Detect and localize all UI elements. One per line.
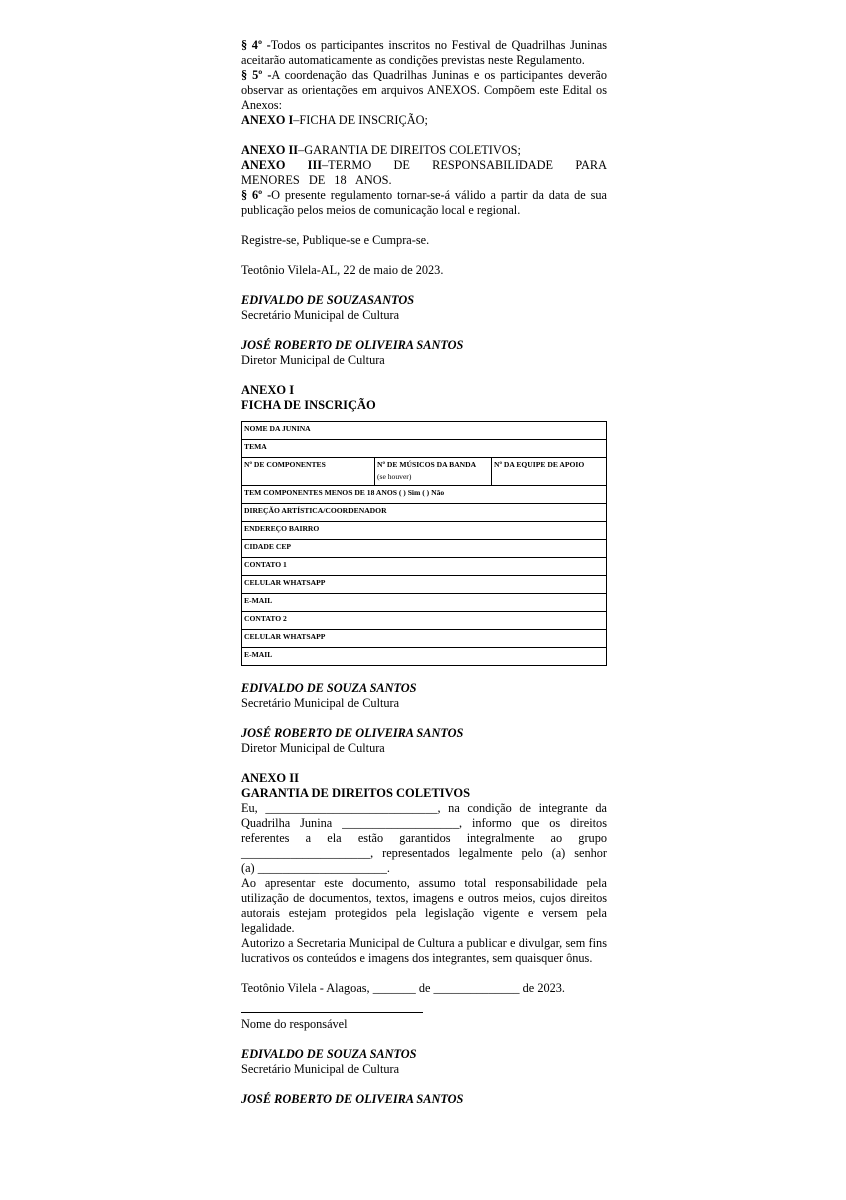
form-cell-equipe: Nº DA EQUIPE DE APOIO [492, 458, 607, 486]
annex2-paragraph: Autorizo a Secretaria Municipal de Cultura a publicar e divulgar, sem fins lucrativos os conteúdos e imagens dos integrantes, sem quaisquer ônus. [241, 936, 607, 965]
declaration-line: (a) _____________________. [241, 861, 390, 875]
form-cell-contato2: CONTATO 2 [242, 612, 607, 630]
form-cell-celular1: CELULAR WHATSAPP [242, 576, 607, 594]
signature-role: Diretor Municipal de Cultura [241, 741, 385, 755]
paragraph-sec4 [241, 38, 607, 68]
annex-code: ANEXO III [241, 158, 323, 172]
annex-desc: –GARANTIA DE DIREITOS COLETIVOS; [298, 143, 521, 157]
paragraph-sec6 [241, 188, 607, 218]
annex-list-item-2 [241, 143, 607, 158]
musicos-label: Nº DE MÚSICOS DA BANDA [377, 460, 477, 469]
annex1-title: ANEXO I [241, 383, 295, 397]
signature-role: Secretário Municipal de Cultura [241, 308, 400, 322]
annex-list-item-3 [241, 158, 607, 188]
annex1-subtitle: FICHA DE INSCRIÇÃO [241, 398, 376, 412]
declaration-line: referentes a ela estão garantidos integralmente ao grupo [241, 831, 607, 845]
sec4-text: Todos os participantes inscritos no Festival de Quadrilhas Juninas aceitarão automaticamente as condições previstas neste Regulamento. [241, 38, 607, 67]
musicos-note: (se houver) [377, 472, 412, 481]
sec6-number: § 6º - [241, 188, 272, 202]
form-cell-tema: TEMA [242, 440, 607, 458]
form-cell-componentes: Nº DE COMPONENTES [242, 458, 375, 486]
annex2-date-line: Teotônio Vilela - Alagoas, _______ de ______________ de 2023. [241, 981, 565, 995]
signature-role: Diretor Municipal de Cultura [241, 353, 385, 367]
form-cell-direcao: DIREÇÃO ARTÍSTICA/COORDENADOR [242, 504, 607, 522]
sec5-number: § 5º - [241, 68, 272, 82]
annex-code: ANEXO I [241, 113, 294, 127]
form-cell-email2: E-MAIL [242, 648, 607, 666]
signature-name: JOSÉ ROBERTO DE OLIVEIRA SANTOS [241, 726, 464, 740]
annex-code: ANEXO II [241, 143, 299, 157]
form-cell-celular2: CELULAR WHATSAPP [242, 630, 607, 648]
signature-name: JOSÉ ROBERTO DE OLIVEIRA SANTOS [241, 1092, 464, 1106]
form-cell-contato1: CONTATO 1 [242, 558, 607, 576]
annex-desc: –TERMO DE RESPONSABILIDADE PARA MENORES DE 18 ANOS. [241, 158, 607, 187]
document-page [241, 38, 607, 1107]
form-cell-cidade: CIDADE CEP [242, 540, 607, 558]
form-cell-nome: NOME DA JUNINA [242, 422, 607, 440]
declaration-line: Eu, ____________________________, na condição de integrante da [241, 801, 607, 815]
signature-role: Secretário Municipal de Cultura [241, 696, 400, 710]
sec4-number: § 4º - [241, 38, 271, 52]
annex2-paragraph: Ao apresentar este documento, assumo total responsabilidade pela utilização de documentos, textos, imagens e outros meios, cujos direitos autorais estejam protegidos pela legislação vigente e versem pela legalidade. [241, 876, 607, 935]
responsible-label: Nome do responsável [241, 1017, 348, 1031]
paragraph-sec5 [241, 68, 607, 113]
form-cell-email1: E-MAIL [242, 594, 607, 612]
sec6-text: O presente regulamento tornar-se-á válido a partir da data de sua publicação pelos meios de comunicação local e regional. [241, 188, 607, 217]
signature-role: Secretário Municipal de Cultura [241, 1062, 400, 1076]
form-cell-menores: TEM COMPONENTES MENOS DE 18 ANOS ( ) Sim ( ) Não [242, 486, 607, 504]
signature-name: EDIVALDO DE SOUZA SANTOS [241, 1047, 417, 1061]
form-cell-endereco: ENDEREÇO BAIRRO [242, 522, 607, 540]
place-date: Teotônio Vilela-AL, 22 de maio de 2023. [241, 263, 444, 277]
annex2-title: ANEXO II [241, 771, 299, 785]
declaration-line: Quadrilha Junina ___________________, informo que os direitos [241, 816, 607, 830]
form-cell-musicos [375, 458, 492, 486]
annex-desc: –FICHA DE INSCRIÇÃO; [293, 113, 428, 127]
sec5-text: A coordenação das Quadrilhas Juninas e os participantes deverão observar as orientações em arquivos ANEXOS. Compõem este Edital os Anexos: [241, 68, 607, 112]
closing-formula: Registre-se, Publique-se e Cumpra-se. [241, 233, 430, 247]
signature-name: EDIVALDO DE SOUZA SANTOS [241, 681, 417, 695]
annex2-subtitle: GARANTIA DE DIREITOS COLETIVOS [241, 786, 471, 800]
signature-line [241, 1004, 423, 1013]
registration-form-table [241, 421, 607, 666]
signature-name: JOSÉ ROBERTO DE OLIVEIRA SANTOS [241, 338, 464, 352]
declaration-line: _____________________, representados legalmente pelo (a) senhor [241, 846, 607, 860]
annex-list-item-1 [241, 113, 607, 128]
signature-name: EDIVALDO DE SOUZASANTOS [241, 293, 415, 307]
